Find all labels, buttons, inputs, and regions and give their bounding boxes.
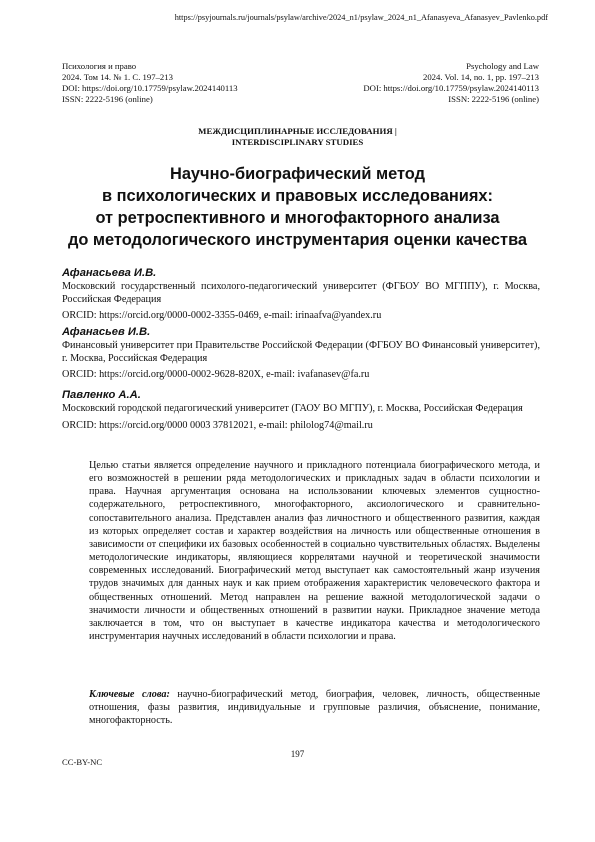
author-name: Афанасьев И.В. [62, 326, 151, 338]
header-right [363, 61, 539, 105]
title-line: Научно-биографический метод [169, 165, 425, 183]
author-affiliation: Финансовый университет при Правительстве Российской Федерации (ФГБОУ ВО Финансовый университет), г. Москва, Российская Федерация [62, 340, 540, 365]
section-heading-ru: МЕЖДИСЦИПЛИНАРНЫЕ ИССЛЕДОВАНИЯ | [198, 126, 397, 136]
author-affiliation: Московский городской педагогический университет (ГАОУ ВО МГПУ), г. Москва, Российская Федерация [62, 403, 523, 414]
journal-name-ru: Психология и право [62, 61, 137, 71]
abstract: Целью статьи является определение научного и прикладного потенциала биографического метода, и его возможностей в решении ряда методологических и прикладных задач в области психологии и права. Научная аргументация основана на использовании ключевых элементов сущностно-содержательного, ретроспективного, многофакторного, аксиологического и сравнительно-сопоставительного анализа. Представлен анализ фаз личностного и общественного развития, каждая из которых определяет состав и характер воздействия на личность или общественные отношения в зависимости от специфики их базовых особенностей в социально чувствительных областях. Выделены методологические индикаторы, являющиеся коррелятами научной и теоретической значимости современных исследований. Биографический метод выступает как самостоятельный жанр изучения трудов значимых для данных наук и как прием отображения характеристик человеческого фактора и общественных отношений. Метод направлен на решение важной методологической задачи о значимости личности и общественных отношений в развитии науки. Прикладное значение метода заключается в том, что он выступает в качестве индикатора качества и методологического инструментария научных исследований в области психологии и права. [89, 460, 540, 643]
author-orcid[interactable]: ORCID: https://orcid.org/0000 0003 37812021, e-mail: philolog74@mail.ru [62, 420, 373, 432]
title-line: до методологического инструментария оценки качества [67, 231, 528, 249]
author-affiliation: Московский государственный психолого-педагогический университет (ФГБОУ ВО МГППУ), г. Москва, Российская Федерация [62, 281, 540, 306]
section-heading-en: INTERDISCIPLINARY STUDIES [231, 137, 364, 147]
author-orcid[interactable]: ORCID: https://orcid.org/0000-0002-9628-820X, e-mail: ivafanasev@fa.ru [62, 368, 370, 380]
page-number: 197 [290, 749, 305, 759]
doi-left[interactable]: DOI: https://doi.org/10.17759/psylaw.2024140113 [62, 83, 238, 93]
title-line: в психологических и правовых исследованиях: [101, 187, 494, 205]
license-label: CC-BY-NC [62, 757, 103, 767]
author-block-1 [62, 266, 540, 322]
header-left [62, 61, 238, 105]
article-title [40, 163, 555, 251]
author-block-2 [62, 325, 540, 381]
keywords-text: научно-биографический метод, биография, человек, личность, общественные отношения, фазы развития, индивидуальные и групповые различия, объяснение, понимание, многофакторность. [89, 689, 541, 727]
author-block-3 [62, 388, 540, 433]
issn-left: ISSN: 2222-5196 (online) [62, 94, 153, 104]
doi-right[interactable]: DOI: https://doi.org/10.17759/psylaw.2024140113 [363, 83, 539, 93]
keywords [89, 688, 540, 727]
journal-name-en: Psychology and Law [466, 61, 539, 71]
author-orcid[interactable]: ORCID: https://orcid.org/0000-0002-3355-0469, e-mail: irinaafva@yandex.ru [62, 309, 382, 321]
citation-en: 2024. Vol. 14, no. 1, pp. 197–213 [422, 72, 539, 82]
citation-ru: 2024. Том 14. № 1. С. 197–213 [62, 72, 173, 82]
keywords-label: Ключевые слова: [89, 689, 170, 700]
author-name: Павленко А.А. [62, 389, 141, 401]
issn-right: ISSN: 2222-5196 (online) [448, 94, 539, 104]
section-heading [0, 126, 595, 148]
author-name: Афанасьева И.В. [62, 267, 157, 279]
document-url[interactable]: https://psyjournals.ru/journals/psylaw/archive/2024_n1/psylaw_2024_n1_Afanasyeva_Afanasyev_Pavlenko.pdf [174, 13, 548, 22]
title-line: от ретроспективного и многофакторного анализа [95, 209, 500, 227]
